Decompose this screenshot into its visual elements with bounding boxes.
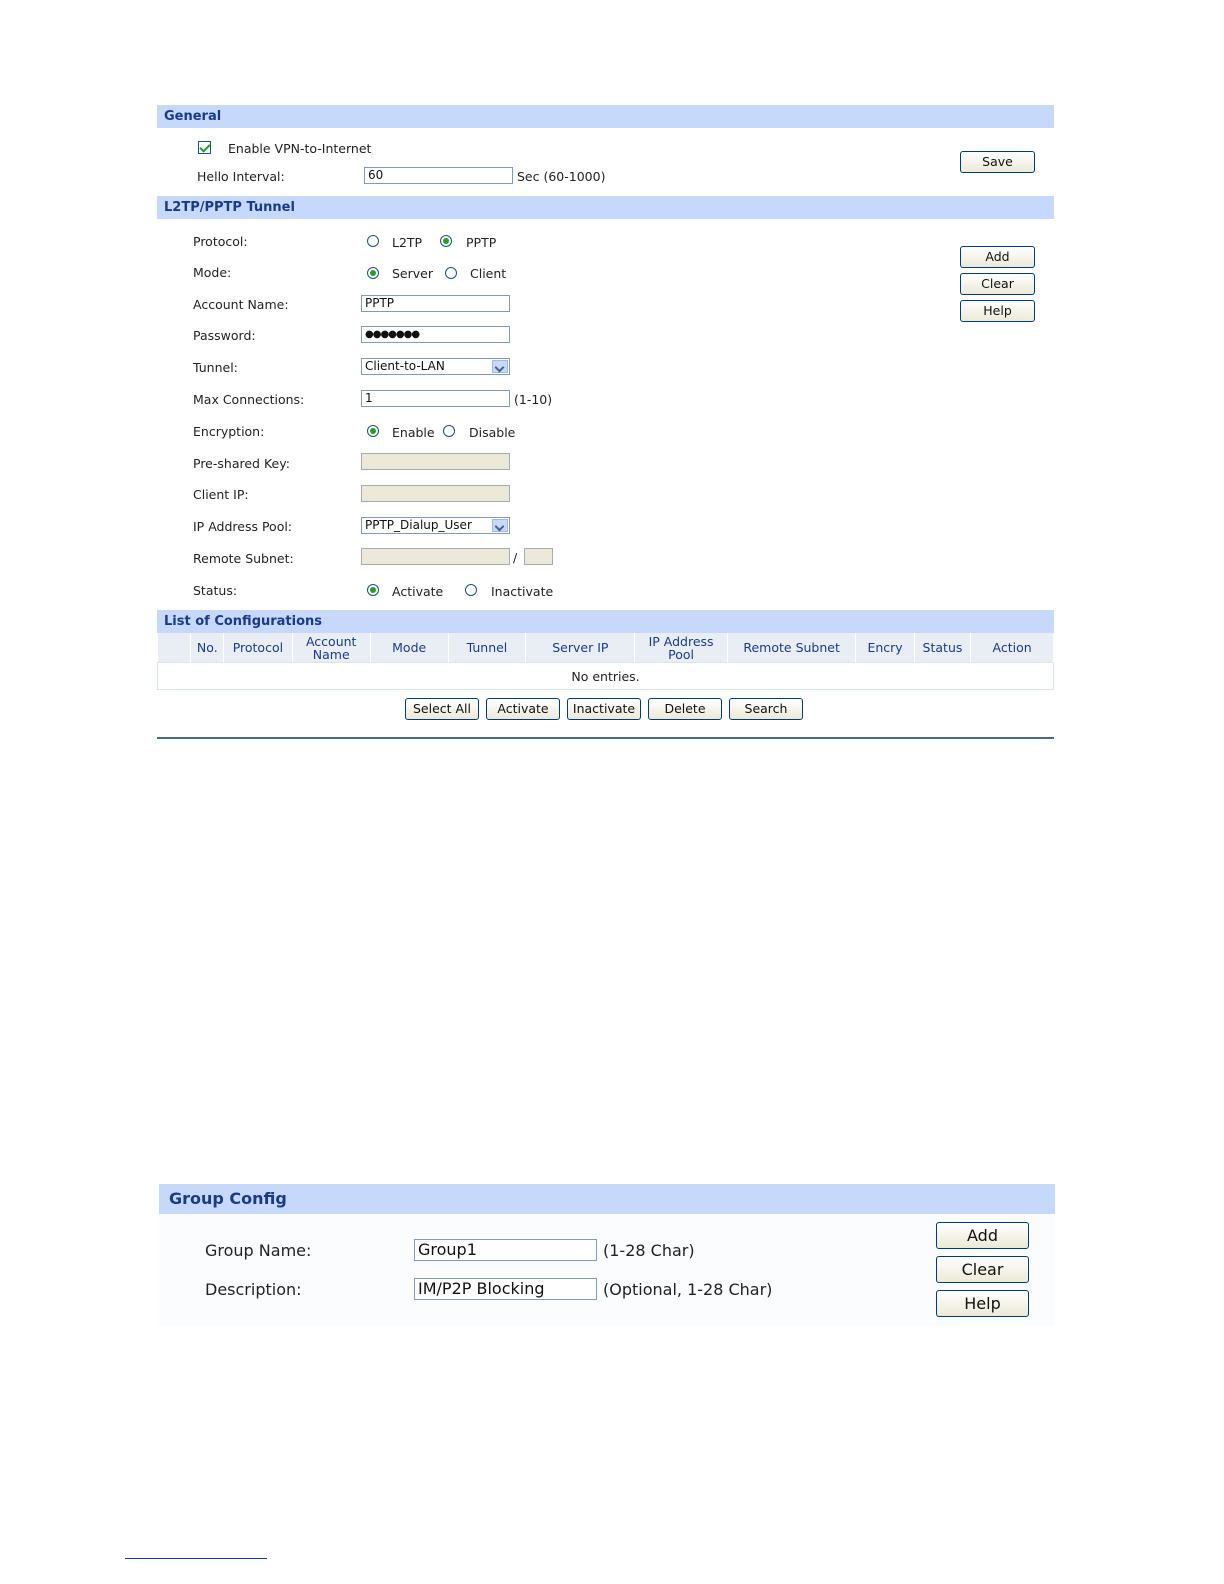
col-encry: Encry [856, 633, 914, 663]
psk-input[interactable] [361, 453, 510, 470]
col-tunnel: Tunnel [448, 633, 526, 663]
description-label: Description: [205, 1280, 302, 1299]
activate-button[interactable]: Activate [486, 698, 560, 720]
chevron-down-icon[interactable] [492, 519, 508, 532]
mode-client-label: Client [470, 266, 507, 281]
col-no: No. [191, 633, 224, 663]
mode-server-label: Server [392, 266, 433, 281]
status-label: Status: [193, 583, 238, 598]
tunnel-select[interactable] [361, 358, 510, 375]
configurations-table [157, 633, 1054, 690]
chevron-down-icon[interactable] [492, 360, 508, 373]
mode-label: Mode: [193, 265, 232, 280]
ip-pool-label: IP Address Pool: [193, 519, 293, 534]
group-name-label: Group Name: [205, 1241, 312, 1260]
encryption-label: Encryption: [193, 424, 265, 439]
tunnel-label: Tunnel: [193, 360, 238, 375]
table-header-row [158, 633, 1054, 663]
status-inactivate-label: Inactivate [491, 584, 554, 599]
remote-subnet-label: Remote Subnet: [193, 551, 294, 566]
protocol-pptp-radio[interactable] [440, 235, 452, 247]
save-button[interactable]: Save [960, 151, 1035, 173]
group-help-button[interactable]: Help [936, 1290, 1029, 1317]
enable-vpn-checkbox[interactable] [198, 141, 211, 154]
remote-subnet-mask-input[interactable] [524, 548, 553, 565]
description-hint: (Optional, 1-28 Char) [603, 1280, 773, 1299]
section-divider [157, 737, 1054, 739]
encryption-disable-radio[interactable] [443, 425, 455, 437]
clear-button[interactable]: Clear [960, 273, 1035, 295]
tunnel-select-value: Client-to-LAN [365, 359, 445, 373]
hello-interval-hint: Sec (60-1000) [517, 169, 606, 184]
encryption-enable-label: Enable [392, 425, 435, 440]
max-connections-input[interactable]: 1 [361, 390, 510, 407]
protocol-label: Protocol: [193, 234, 248, 249]
delete-button[interactable]: Delete [648, 698, 722, 720]
password-label: Password: [193, 328, 256, 343]
status-inactivate-radio[interactable] [465, 584, 477, 596]
inactivate-button[interactable]: Inactivate [567, 698, 641, 720]
tunnel-section-title: L2TP/PPTP Tunnel [157, 196, 1054, 219]
enable-vpn-label: Enable VPN-to-Internet [228, 141, 372, 156]
col-account-name: Account Name [292, 633, 370, 663]
protocol-pptp-label: PPTP [466, 235, 497, 250]
select-all-button[interactable]: Select All [405, 698, 479, 720]
table-row [158, 663, 1054, 690]
ip-pool-select[interactable] [361, 517, 510, 534]
help-button[interactable]: Help [960, 300, 1035, 322]
max-connections-label: Max Connections: [193, 392, 305, 407]
protocol-l2tp-label: L2TP [392, 235, 423, 250]
ip-pool-select-value: PPTP_Dialup_User [365, 518, 472, 532]
add-button[interactable]: Add [960, 246, 1035, 268]
col-status: Status [914, 633, 971, 663]
max-connections-hint: (1-10) [514, 392, 553, 407]
encryption-disable-label: Disable [469, 425, 516, 440]
group-section-title: Group Config [159, 1184, 1055, 1214]
group-clear-button[interactable]: Clear [936, 1256, 1029, 1283]
general-section-title: General [157, 105, 1054, 128]
col-action: Action [971, 633, 1054, 663]
col-mode: Mode [370, 633, 448, 663]
hello-interval-input[interactable]: 60 [364, 167, 513, 184]
protocol-l2tp-radio[interactable] [367, 235, 379, 247]
remote-subnet-ip-input[interactable] [361, 548, 510, 565]
status-activate-radio[interactable] [367, 584, 379, 596]
col-select [158, 633, 191, 663]
col-remote-subnet: Remote Subnet [727, 633, 856, 663]
encryption-enable-radio[interactable] [367, 425, 379, 437]
mode-server-radio[interactable] [367, 267, 379, 279]
group-add-button[interactable]: Add [936, 1222, 1029, 1249]
col-ip-address-pool: IP Address Pool [635, 633, 728, 663]
account-name-label: Account Name: [193, 297, 289, 312]
psk-label: Pre-shared Key: [193, 456, 290, 471]
group-name-input[interactable]: Group1 [414, 1239, 597, 1261]
empty-message: No entries. [158, 663, 1054, 690]
client-ip-input[interactable] [361, 485, 510, 502]
hello-interval-label: Hello Interval: [197, 169, 285, 184]
description-input[interactable]: IM/P2P Blocking [414, 1278, 597, 1300]
list-section-title: List of Configurations [157, 610, 1054, 633]
group-panel [159, 1214, 1055, 1326]
footnote-rule [125, 1558, 267, 1559]
mode-client-radio[interactable] [445, 267, 457, 279]
search-button[interactable]: Search [729, 698, 803, 720]
account-name-input[interactable]: PPTP [361, 295, 510, 312]
remote-subnet-separator: / [513, 550, 518, 565]
password-input[interactable]: ●●●●●●● [361, 326, 510, 343]
status-activate-label: Activate [392, 584, 444, 599]
col-server-ip: Server IP [526, 633, 635, 663]
group-name-hint: (1-28 Char) [603, 1241, 695, 1260]
client-ip-label: Client IP: [193, 487, 249, 502]
col-protocol: Protocol [224, 633, 292, 663]
